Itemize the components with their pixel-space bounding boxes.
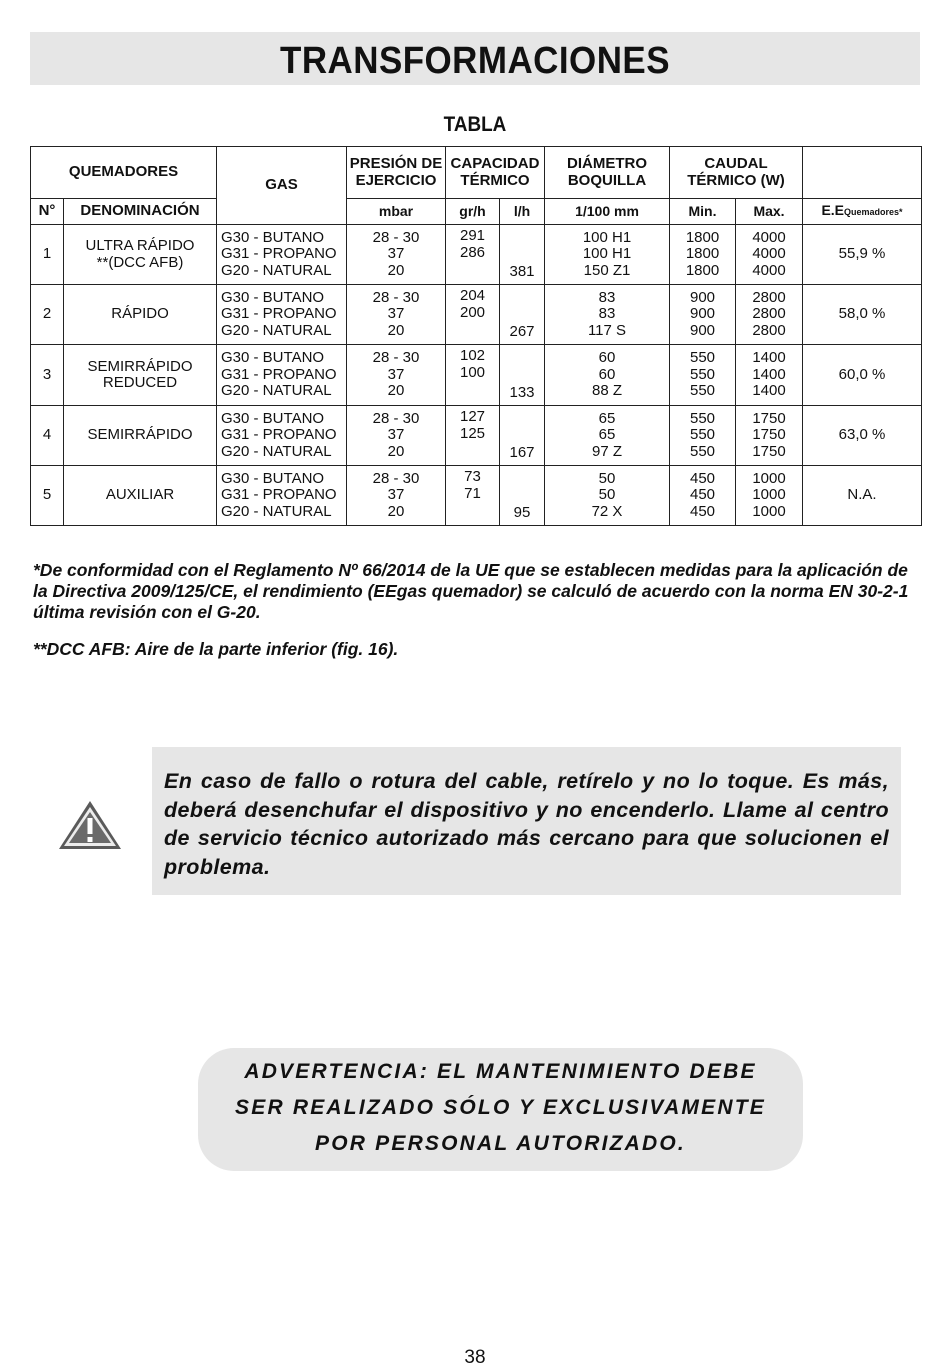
gas-line: G31 - PROPANO (221, 365, 337, 383)
row-min (670, 406, 736, 466)
burner-table (30, 146, 922, 526)
diametro-value: 83 (598, 305, 616, 323)
row-min (670, 225, 736, 285)
row-grh (446, 225, 500, 285)
min-value: 450 (689, 502, 716, 520)
row-gas (217, 225, 347, 285)
presion-value: 37 (387, 486, 405, 504)
diametro-value: 72 X (591, 502, 623, 520)
row-name-line1: SEMIRRÁPIDO (87, 357, 193, 375)
header-ee (803, 199, 922, 225)
row-name-line1: AUXILIAR (105, 486, 175, 504)
table-label: TABLA (443, 113, 507, 136)
page-title: TRANSFORMACIONES (280, 40, 670, 82)
row-lh: 167 (500, 406, 545, 466)
maintenance-warning-box (198, 1048, 803, 1171)
row-ee: 60,0 % (803, 345, 922, 406)
row-name-line2: **(DCC AFB) (96, 253, 184, 271)
gas-line: G30 - BUTANO (221, 288, 325, 306)
row-num: 3 (31, 345, 64, 406)
grh-value: 100 (459, 363, 486, 381)
min-value: 1800 (685, 228, 720, 246)
row-ee: 58,0 % (803, 285, 922, 345)
header-grh: gr/h (446, 199, 500, 225)
diametro-value: 100 H1 (582, 245, 632, 263)
max-value: 2800 (752, 321, 786, 339)
header-gas: GAS (217, 147, 347, 225)
row-grh (446, 285, 500, 345)
presion-value: 28 - 30 (372, 469, 420, 487)
presion-value: 37 (387, 365, 405, 383)
min-value: 550 (689, 409, 716, 427)
grh-value: 102 (459, 347, 486, 364)
row-presion (347, 466, 446, 526)
header-presion: PRESIÓN DE EJERCICIO (347, 147, 446, 199)
min-value: 900 (689, 321, 716, 339)
presion-value: 28 - 30 (372, 409, 420, 427)
row-grh (446, 345, 500, 406)
footnotes (33, 560, 913, 676)
presion-value: 28 - 30 (372, 349, 420, 367)
row-name (64, 225, 217, 285)
row-min (670, 466, 736, 526)
row-name (64, 466, 217, 526)
row-presion (347, 225, 446, 285)
grh-value: 125 (459, 424, 486, 442)
cable-warning-box (152, 747, 901, 895)
maintenance-warning-line: POR PERSONAL AUTORIZADO. (315, 1132, 686, 1155)
row-lh: 381 (500, 225, 545, 285)
gas-line: G30 - BUTANO (221, 228, 325, 246)
gas-line: G30 - BUTANO (221, 349, 325, 367)
row-min (670, 285, 736, 345)
max-value: 1400 (752, 382, 786, 400)
header-diametro: DIÁMETRO BOQUILLA (545, 147, 670, 199)
header-row-2 (31, 199, 922, 225)
row-name (64, 345, 217, 406)
presion-value: 20 (387, 321, 405, 339)
maintenance-warning-line: SER REALIZADO SÓLO Y EXCLUSIVAMENTE (235, 1096, 766, 1119)
max-value: 1400 (752, 365, 786, 383)
warning-triangle-icon (56, 798, 124, 852)
page-number: 38 (464, 1347, 486, 1368)
row-num: 1 (31, 225, 64, 285)
gas-line: G30 - BUTANO (221, 409, 325, 427)
presion-value: 20 (387, 442, 405, 460)
header-ee-label: E.E (821, 202, 845, 219)
diametro-value: 60 (598, 365, 616, 383)
diametro-value: 150 Z1 (583, 261, 631, 279)
cable-warning-text: En caso de fallo o rotura del cable, retírelo y no lo toque. Es más, deberá desenchufar el dispositivo y no encenderlo. Llame al centro de servicio técnico autorizado más cercano para que solucionen el problema. (164, 769, 889, 879)
row-name (64, 406, 217, 466)
gas-line: G30 - BUTANO (221, 469, 325, 487)
min-value: 550 (689, 442, 716, 460)
max-value: 1000 (752, 486, 786, 504)
row-gas (217, 345, 347, 406)
presion-value: 37 (387, 426, 405, 444)
row-grh (446, 406, 500, 466)
min-value: 900 (689, 288, 716, 306)
gas-line: G20 - NATURAL (221, 442, 332, 460)
diametro-value: 97 Z (591, 442, 622, 460)
row-name-line1: ULTRA RÁPIDO (85, 237, 195, 254)
header-ee-sub: Quemadores* (844, 207, 903, 218)
header-denominacion: DENOMINACIÓN (64, 199, 217, 225)
header-min: Min. (670, 199, 736, 225)
row-gas (217, 406, 347, 466)
min-value: 550 (689, 365, 716, 383)
table-row (31, 466, 922, 526)
presion-value: 28 - 30 (372, 288, 420, 306)
max-value: 1750 (752, 442, 786, 460)
gas-line: G20 - NATURAL (221, 261, 332, 279)
diametro-value: 60 (598, 349, 616, 367)
header-num: N° (31, 199, 64, 225)
grh-value: 71 (464, 484, 481, 502)
presion-value: 20 (387, 382, 405, 400)
row-gas (217, 466, 347, 526)
table-row (31, 285, 922, 345)
row-name-line1: SEMIRRÁPIDO (87, 426, 193, 444)
row-ee: 55,9 % (803, 225, 922, 285)
row-presion (347, 345, 446, 406)
min-value: 450 (689, 486, 716, 504)
presion-value: 37 (387, 305, 405, 323)
diametro-value: 88 Z (591, 382, 622, 400)
header-capacidad: CAPACIDAD TÉRMICO (446, 147, 545, 199)
max-value: 1750 (752, 426, 786, 444)
row-grh (446, 466, 500, 526)
row-lh: 95 (500, 466, 545, 526)
min-value: 550 (689, 426, 716, 444)
grh-value: 127 (459, 408, 486, 425)
diametro-value: 50 (598, 469, 616, 487)
min-value: 1800 (685, 261, 720, 279)
row-max (736, 466, 803, 526)
gas-line: G20 - NATURAL (221, 321, 332, 339)
gas-line: G31 - PROPANO (221, 426, 337, 444)
table-row (31, 406, 922, 466)
max-value: 4000 (752, 245, 786, 263)
row-num: 2 (31, 285, 64, 345)
row-name-line1: RÁPIDO (111, 305, 169, 323)
row-diametro (545, 466, 670, 526)
diametro-value: 65 (598, 409, 616, 427)
presion-value: 20 (387, 261, 405, 279)
row-max (736, 285, 803, 345)
gas-line: G20 - NATURAL (221, 502, 332, 520)
footnote-regulation: *De conformidad con el Reglamento Nº 66/2014 de la UE que se establecen medidas para la aplicación de la Directiva 2009/125/CE, el rendimiento (EEgas quemador) se calculó de acuerdo con la norma EN 30-2-1 última revisión con el G-20. (33, 560, 909, 622)
max-value: 1000 (752, 469, 786, 487)
diametro-value: 100 H1 (582, 228, 632, 246)
min-value: 550 (689, 382, 716, 400)
diametro-value: 65 (598, 426, 616, 444)
row-diametro (545, 345, 670, 406)
max-value: 1750 (752, 409, 786, 427)
max-value: 4000 (752, 228, 786, 246)
header-mbar: mbar (347, 199, 446, 225)
table-row (31, 225, 922, 285)
presion-value: 37 (387, 245, 405, 263)
footnote-dcc-afb: **DCC AFB: Aire de la parte inferior (fig. 16). (33, 639, 399, 659)
header-quemadores: QUEMADORES (31, 147, 217, 199)
gas-line: G31 - PROPANO (221, 245, 337, 263)
grh-value: 200 (459, 303, 486, 321)
header-lh: l/h (500, 199, 545, 225)
row-min (670, 345, 736, 406)
min-value: 1800 (685, 245, 720, 263)
row-name-line2: REDUCED (102, 374, 178, 391)
row-presion (347, 406, 446, 466)
row-presion (347, 285, 446, 345)
diametro-value: 117 S (587, 321, 627, 339)
row-diametro (545, 285, 670, 345)
min-value: 450 (689, 469, 716, 487)
table-row (31, 345, 922, 406)
max-value: 1400 (752, 349, 786, 367)
gas-line: G31 - PROPANO (221, 486, 337, 504)
row-max (736, 345, 803, 406)
row-ee: 63,0 % (803, 406, 922, 466)
grh-value: 291 (459, 227, 486, 244)
min-value: 900 (689, 305, 716, 323)
row-max (736, 406, 803, 466)
max-value: 4000 (752, 261, 786, 279)
row-max (736, 225, 803, 285)
maintenance-warning-line: ADVERTENCIA: EL MANTENIMIENTO DEBE (244, 1060, 757, 1083)
header-mm: 1/100 mm (545, 199, 670, 225)
grh-value: 204 (459, 287, 486, 304)
max-value: 2800 (752, 288, 786, 306)
min-value: 550 (689, 349, 716, 367)
diametro-value: 50 (598, 486, 616, 504)
row-name (64, 285, 217, 345)
header-empty (803, 147, 922, 199)
row-diametro (545, 225, 670, 285)
row-diametro (545, 406, 670, 466)
row-num: 4 (31, 406, 64, 466)
header-row-1 (31, 147, 922, 199)
title-bar (30, 32, 920, 85)
row-num: 5 (31, 466, 64, 526)
grh-value: 286 (459, 243, 486, 261)
diametro-value: 83 (598, 288, 616, 306)
gas-line: G20 - NATURAL (221, 382, 332, 400)
row-ee: N.A. (803, 466, 922, 526)
max-value: 2800 (752, 305, 786, 323)
gas-line: G31 - PROPANO (221, 305, 337, 323)
presion-value: 20 (387, 502, 405, 520)
row-lh: 133 (500, 345, 545, 406)
grh-value: 73 (464, 468, 481, 485)
header-max: Max. (736, 199, 803, 225)
row-gas (217, 285, 347, 345)
max-value: 1000 (752, 502, 786, 520)
row-lh: 267 (500, 285, 545, 345)
header-caudal: CAUDAL TÉRMICO (W) (670, 147, 803, 199)
presion-value: 28 - 30 (372, 228, 420, 246)
